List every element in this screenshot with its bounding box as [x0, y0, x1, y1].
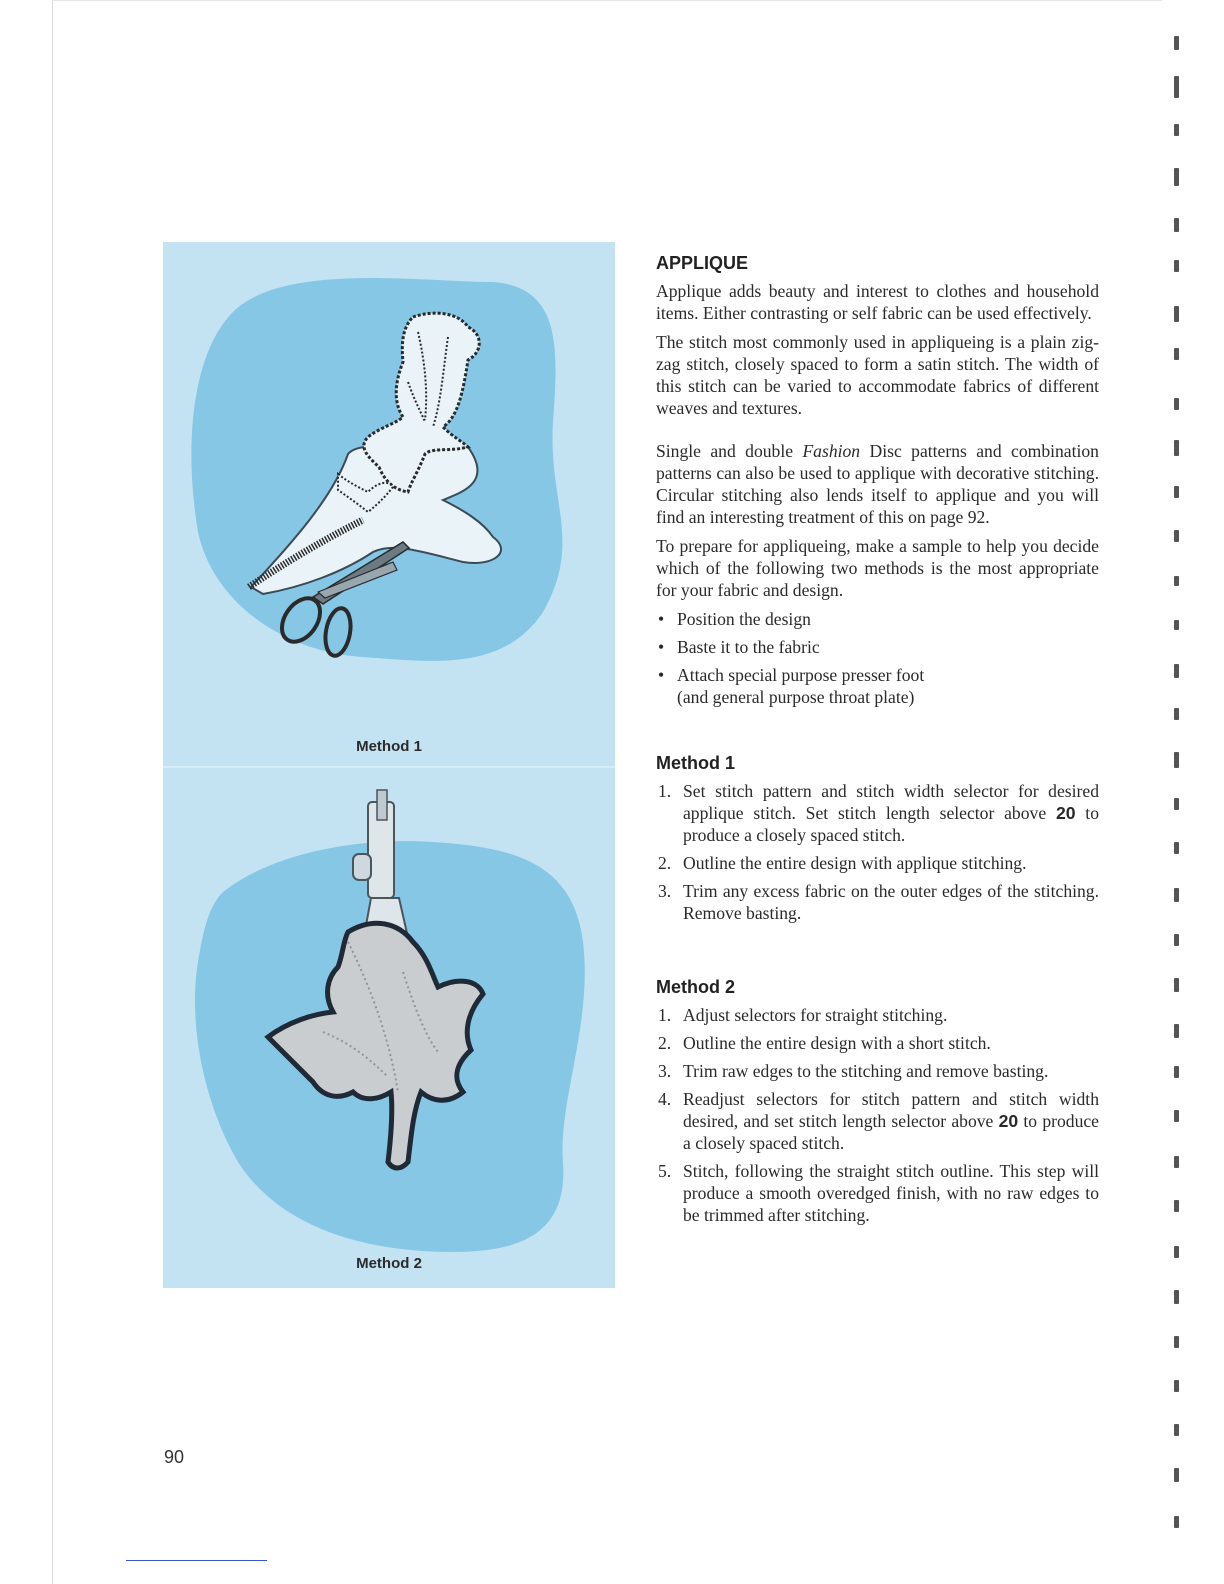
- binder-mark: [1174, 576, 1179, 586]
- binder-mark: [1174, 664, 1179, 678]
- binder-mark: [1174, 1424, 1179, 1436]
- bottom-rule: [126, 1560, 267, 1561]
- presser-foot-thumbscrew: [353, 854, 371, 880]
- bullet-item: [656, 664, 1099, 708]
- page-edge-left: [52, 0, 53, 1584]
- binder-mark: [1174, 1516, 1179, 1528]
- binder-mark: [1174, 934, 1179, 946]
- binder-mark: [1174, 1024, 1179, 1038]
- prepare-paragraph: To prepare for appliqueing, make a sample to help you decide which of the following two methods is the most appropriate for your fabric and design.: [656, 536, 1099, 600]
- binder-mark: [1174, 1110, 1179, 1122]
- intro-paragraph: Applique adds beauty and interest to clothes and household items. Either contrasting or self fabric can be used effectively.: [656, 281, 1099, 323]
- step-text: Adjust selectors for straight stitching.: [683, 1005, 948, 1025]
- step-text: Outline the entire design with applique stitching.: [683, 853, 1027, 873]
- step-text: Set stitch pattern and stitch width selector for desired applique stitch. Set stitch length selector above: [683, 781, 1099, 823]
- binder-mark: [1174, 218, 1179, 232]
- binder-mark: [1174, 260, 1179, 272]
- binder-mark: [1174, 530, 1179, 542]
- binder-mark: [1174, 752, 1179, 768]
- presser-foot-bar: [377, 790, 387, 820]
- step-item: [656, 880, 1099, 924]
- method1-heading: Method 1: [656, 753, 735, 773]
- step-item: [656, 780, 1099, 846]
- fashion-italic: Fashion: [802, 441, 861, 461]
- step-number: 5.: [658, 1161, 672, 1181]
- binder-mark: [1174, 1066, 1179, 1078]
- step-number: 2.: [658, 1033, 672, 1053]
- binder-mark: [1174, 440, 1179, 456]
- step-item: [656, 1032, 1099, 1054]
- binder-mark: [1174, 168, 1179, 186]
- figure-divider: [163, 766, 615, 768]
- page-number: 90: [164, 1447, 185, 1467]
- binder-mark: [1174, 306, 1179, 322]
- binder-mark: [1174, 842, 1179, 854]
- step-text: Outline the entire design with a short stitch.: [683, 1033, 991, 1053]
- prepare-bullets: [656, 608, 1099, 708]
- binder-mark: [1174, 1290, 1179, 1304]
- step-number: 1.: [658, 1005, 672, 1025]
- binder-mark: [1174, 486, 1179, 498]
- binder-mark: [1174, 620, 1179, 630]
- binder-mark: [1174, 348, 1179, 360]
- binder-mark: [1174, 888, 1179, 902]
- step-text: to produce a closely spaced stitch.: [683, 1111, 1099, 1153]
- step-number: 2.: [658, 853, 672, 873]
- text-column: [656, 252, 1099, 1232]
- step-text: Trim raw edges to the stitching and remove basting.: [683, 1061, 1049, 1081]
- binder-mark: [1174, 76, 1179, 98]
- method1-steps: [656, 780, 1099, 924]
- binder-mark: [1174, 1246, 1179, 1258]
- binder-mark: [1174, 1336, 1179, 1348]
- binder-mark: [1174, 124, 1179, 136]
- binder-mark: [1174, 1468, 1179, 1482]
- method2-heading: Method 2: [656, 977, 735, 997]
- bullet-text: Attach special purpose presser foot: [677, 665, 925, 685]
- fashion-para-before: Single and double: [656, 441, 803, 461]
- step-number: 3.: [658, 881, 672, 901]
- bullet-item: • Baste it to the fabric: [656, 636, 1099, 658]
- method2-caption: Method 2: [356, 1255, 422, 1272]
- binder-mark: [1174, 398, 1179, 410]
- step-text: Trim any excess fabric on the outer edges of the stitching. Remove basting.: [683, 881, 1099, 923]
- binder-strip: [1162, 0, 1224, 1584]
- binder-mark: [1174, 708, 1179, 720]
- step-item: [656, 1004, 1099, 1026]
- fashion-disc-paragraph: [656, 440, 1099, 528]
- step-number: 1.: [658, 781, 672, 801]
- step-text: Readjust selectors for stitch pattern and stitch width desired, and set stitch length selector above: [683, 1089, 1099, 1131]
- step-bold-value: 20: [998, 1111, 1019, 1131]
- page-edge-top: [52, 0, 1162, 1]
- step-item: [656, 852, 1099, 874]
- step-item: [656, 1060, 1099, 1082]
- step-item: [656, 1160, 1099, 1226]
- method1-caption: Method 1: [356, 738, 422, 755]
- step-text: to produce a closely spaced stitch.: [683, 803, 1099, 845]
- bullet-item: • Position the design: [656, 608, 1099, 630]
- binder-mark: [1174, 798, 1179, 810]
- binder-mark: [1174, 978, 1179, 992]
- stitch-paragraph: The stitch most commonly used in appliqueing is a plain zig-zag stitch, closely spaced to form a satin stitch. The width of this stitch can be varied to accommodate fabrics of different weaves and textures.: [656, 332, 1099, 418]
- step-text: Stitch, following the straight stitch outline. This step will produce a smooth overedged finish, with no raw edges to be trimmed after stitching.: [683, 1161, 1099, 1225]
- binder-mark: [1174, 1200, 1179, 1212]
- step-item: [656, 1088, 1099, 1154]
- binder-mark: [1174, 1156, 1179, 1168]
- binder-mark: [1174, 36, 1179, 50]
- step-bold-value: 20: [1055, 803, 1076, 823]
- step-number: 3.: [658, 1061, 672, 1081]
- step-number: 4.: [658, 1089, 672, 1109]
- fashion-para-after: Disc patterns and combination patterns can also be used to applique with decorative stitching. Circular stitching also lends itself to applique and you will find an interesting treatment of this on page 92.: [656, 441, 1099, 527]
- binder-mark: [1174, 1380, 1179, 1392]
- method2-steps: [656, 1004, 1099, 1226]
- applique-figures: [163, 242, 615, 1288]
- figure-panel: [163, 242, 615, 1288]
- applique-heading: APPLIQUE: [656, 253, 749, 273]
- bullet-text-continued: (and general purpose throat plate): [677, 687, 915, 707]
